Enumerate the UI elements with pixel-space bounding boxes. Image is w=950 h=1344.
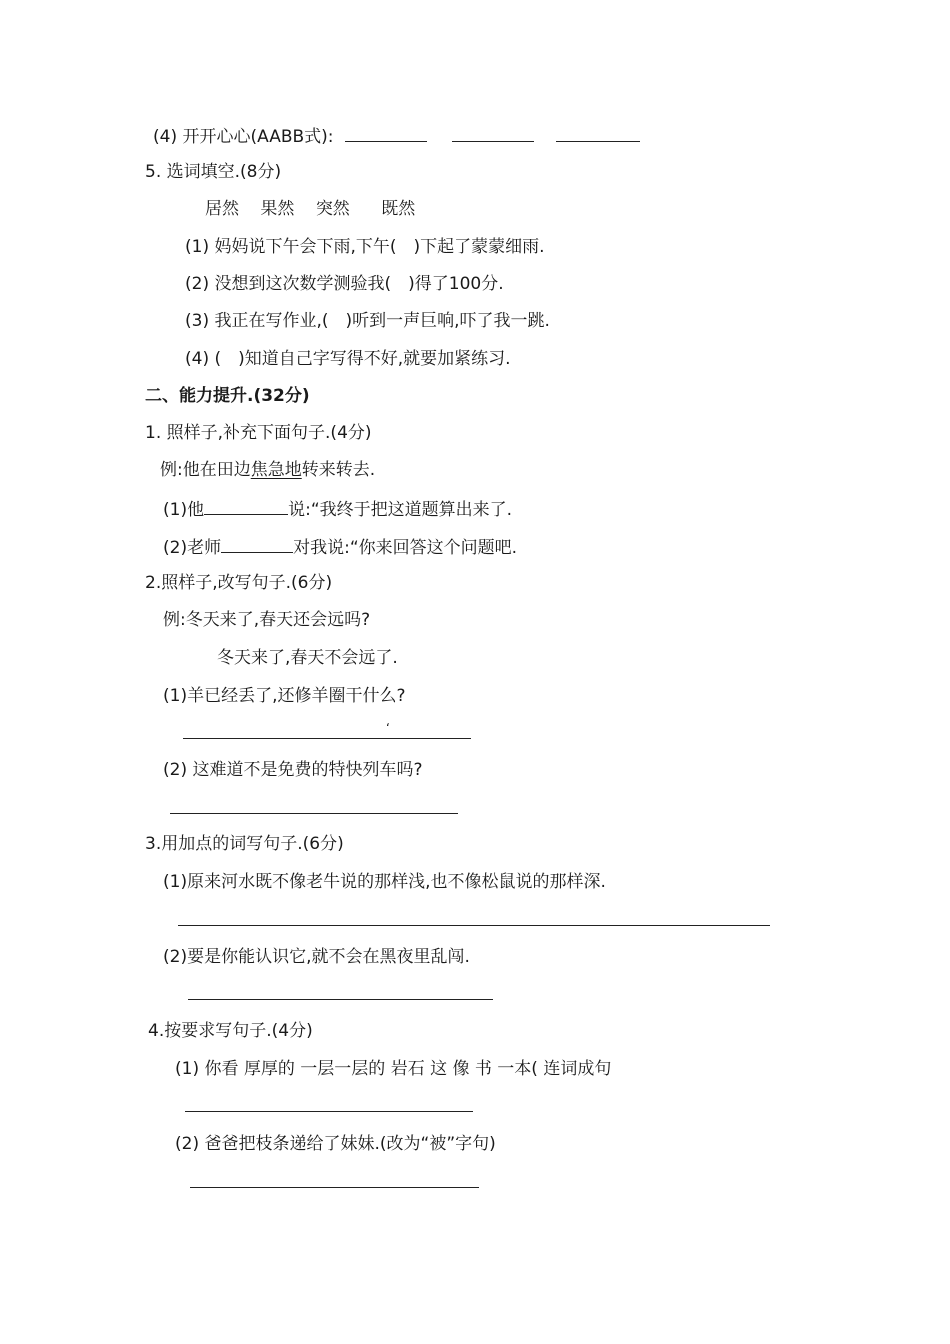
s2q4-item-2: (2) 爸爸把枝条递给了妹妹.(改为“被”字句) <box>175 1134 496 1154</box>
s2q2-title: 2.照样子,改写句子.(6分) <box>145 573 333 593</box>
word-choice: 居然 <box>205 199 239 219</box>
aabb-blank-1[interactable] <box>345 124 427 142</box>
s2q3-answer-line-1[interactable] <box>178 925 770 926</box>
s2q2-item-1: (1)羊已经丢了,还修羊圈干什么? <box>163 686 406 706</box>
stray-mark: ‘ <box>386 721 390 735</box>
q5-item-1: (1) 妈妈说下午会下雨,下午( )下起了蒙蒙细雨. <box>185 237 545 257</box>
q5-item-2: (2) 没想到这次数学测验我( )得了100分. <box>185 274 504 294</box>
s2q2-answer-line-2[interactable] <box>170 813 458 814</box>
aabb-blank-2[interactable] <box>452 124 534 142</box>
s2q1-item-1 <box>163 497 512 521</box>
s2q2-answer-line-1[interactable] <box>183 738 471 739</box>
s2q1-blank-2[interactable] <box>221 535 293 553</box>
s2q4-answer-line-2[interactable] <box>190 1187 479 1188</box>
s2q1-blank-1[interactable] <box>204 497 288 515</box>
s2q1-item-2 <box>163 535 517 559</box>
example-suffix: 转来转去. <box>301 460 376 480</box>
s2q4-answer-line-1[interactable] <box>185 1111 473 1112</box>
s2q1-example <box>160 459 375 481</box>
q5-item-4: (4) ( )知道自己字写得不好,就要加紧练习. <box>185 349 511 369</box>
q5-title: 5. 选词填空.(8分) <box>145 162 282 182</box>
s2q4-title: 4.按要求写句子.(4分) <box>148 1021 313 1041</box>
s2q2-item-2: (2) 这难道不是免费的特快列车吗? <box>163 760 423 780</box>
item-suffix: 对我说:“你来回答这个问题吧. <box>293 538 518 558</box>
word-choice: 果然 <box>260 199 295 219</box>
s2q3-item-1: (1)原来河水既不像老牛说的那样浅,也不像松鼠说的那样深. <box>163 872 606 892</box>
item-prefix: (2)老师 <box>163 538 222 558</box>
s2q3-title: 3.用加点的词写句子.(6分) <box>145 834 344 854</box>
item-prefix: (1)他 <box>163 500 205 520</box>
s2q4-item-1: (1) 你看 厚厚的 一层一层的 岩石 这 像 书 一本( 连词成句 <box>175 1059 612 1079</box>
q5-word-choices <box>205 198 415 220</box>
s2q3-answer-line-2[interactable] <box>188 999 493 1000</box>
q5-item-3: (3) 我正在写作业,( )听到一声巨响,吓了我一跳. <box>185 311 550 331</box>
s2q2-example-2: 冬天来了,春天不会远了. <box>217 648 398 668</box>
word-choice: 突然 <box>315 199 350 219</box>
example-prefix: 例:他在田边 <box>160 460 251 480</box>
item-suffix: 说:“我终于把这道题算出来了. <box>288 500 513 520</box>
aabb-prompt: (4) 开开心心(AABB式): <box>153 127 334 147</box>
s2q1-title: 1. 照样子,补充下面句子.(4分) <box>145 423 372 443</box>
word-choice: 既然 <box>381 199 416 219</box>
example-underlined: 焦急地 <box>250 460 302 480</box>
aabb-blank-3[interactable] <box>556 124 640 142</box>
s2q2-example-1: 例:冬天来了,春天还会远吗? <box>163 610 371 630</box>
aabb-question <box>153 124 640 148</box>
s2q3-item-2: (2)要是你能认识它,就不会在黑夜里乱闯. <box>163 947 470 967</box>
section-2-title: 二、能力提升.(32分) <box>145 386 310 406</box>
